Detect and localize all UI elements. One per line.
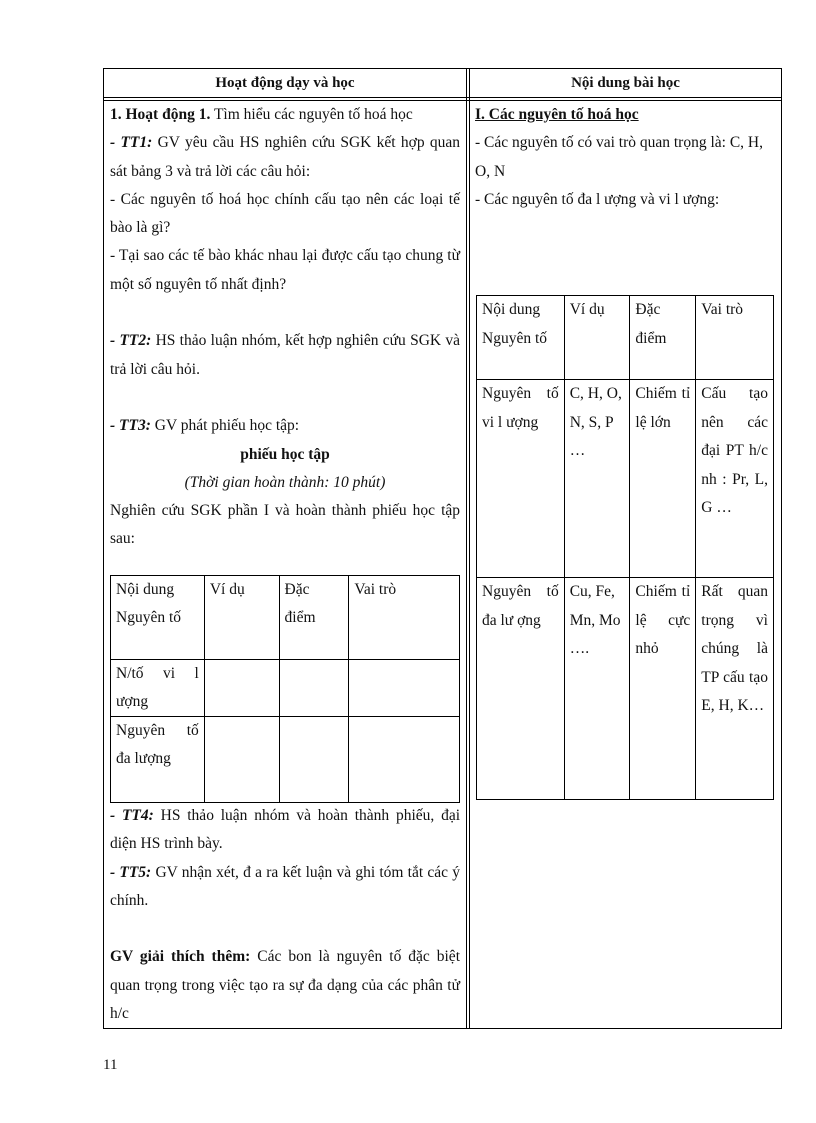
teaching-activities	[110, 101, 460, 554]
table-header-cell: Vai trò	[696, 296, 774, 380]
elements-table	[476, 295, 774, 800]
column-divider	[466, 68, 470, 1029]
table-cell: N/tố vi l ượng	[111, 660, 205, 717]
table-cell	[204, 660, 279, 717]
table-header-cell: Vai trò	[349, 576, 460, 660]
tt3-paragraph: - TT3: GV phát phiếu học tập:	[110, 417, 300, 435]
table-row	[111, 717, 460, 803]
question-1: - Các nguyên tố hoá học chính cấu tạo nên các loại tế bào là gì?	[110, 190, 460, 237]
table-header-cell: Ví dụ	[564, 296, 630, 380]
table-cell	[204, 717, 279, 803]
tt1-paragraph: - TT1: GV yêu cầu HS nghiên cứu SGK kết hợp quan sát bảng 3 và trả lời các câu hỏi:	[110, 134, 461, 180]
tt4-paragraph: - TT4: HS thảo luận nhóm và hoàn thành phiếu, đại diện HS trình bày.	[110, 807, 461, 853]
table-header-cell: Ví dụ	[204, 576, 279, 660]
page-number: 11	[103, 1057, 118, 1073]
table-cell: Nguyên tố vi l ượng	[477, 380, 565, 578]
section-title: I. Các nguyên tố hoá học	[475, 106, 639, 123]
table-row	[111, 576, 460, 660]
table-cell: Cấu tạo nên các đại PT h/c nh : Pr, L, G …	[696, 380, 774, 578]
worksheet-instruction: Nghiên cứu SGK phần I và hoàn thành phiếu học tập sau:	[110, 502, 460, 548]
table-cell: Nguyên tố đa lư ợng	[477, 578, 565, 800]
table-cell: Rất quan trọng vì chúng là TP cấu tạo E, H, K…	[696, 578, 774, 800]
worksheet-time: (Thời gian hoàn thành: 10 phút)	[184, 473, 386, 491]
table-header-cell: Nội dung Nguyên tố	[111, 576, 205, 660]
table-header-cell: Nội dung Nguyên tố	[477, 296, 565, 380]
activity-heading: 1. Hoạt động 1. Tìm hiểu các nguyên tố hoá học	[110, 106, 413, 123]
right-column-header: Nội dung bài học	[571, 75, 680, 91]
table-row	[111, 660, 460, 717]
worksheet-title: phiếu học tập	[240, 445, 330, 463]
table-cell: Nguyên tố đa lượng	[111, 717, 205, 803]
table-row	[477, 578, 774, 800]
table-cell	[279, 717, 349, 803]
table-cell: Chiếm tỉ lệ lớn	[630, 380, 696, 578]
content-line-1: - Các nguyên tố có vai trò quan trọng là: C, H, O, N	[475, 134, 763, 180]
left-column-header: Hoạt động dạy và học	[215, 75, 355, 91]
teaching-activities-continued	[110, 802, 460, 1028]
tt2-paragraph: - TT2: HS thảo luận nhóm, kết hợp nghiên cứu SGK và trả lời câu hỏi.	[110, 332, 460, 378]
table-cell: Cu, Fe, Mn, Mo ….	[564, 578, 630, 800]
tt5-paragraph: - TT5: GV nhận xét, đ a ra kết luận và ghi tóm tắt các ý chính.	[110, 863, 460, 909]
gv-note: GV giải thích thêm: Các bon là nguyên tố đặc biệt quan trọng trong việc tạo ra sự đa dạng của các phân tử h/c	[110, 948, 460, 1023]
lesson-content	[475, 101, 770, 214]
content-line-2: - Các nguyên tố đa l ượng và vi l ượng:	[475, 190, 720, 208]
table-row	[477, 296, 774, 380]
table-header-cell: Đặc điểm	[630, 296, 696, 380]
worksheet-table	[110, 575, 460, 803]
table-header-cell: Đặc điểm	[279, 576, 349, 660]
table-cell: Chiếm tỉ lệ cực nhỏ	[630, 578, 696, 800]
question-2: - Tại sao các tế bào khác nhau lại được cấu tạo chung từ một số nguyên tố nhất định?	[110, 247, 460, 293]
table-cell: C, H, O, N, S, P …	[564, 380, 630, 578]
table-cell	[349, 660, 460, 717]
table-cell	[349, 717, 460, 803]
table-cell	[279, 660, 349, 717]
table-row	[477, 380, 774, 578]
